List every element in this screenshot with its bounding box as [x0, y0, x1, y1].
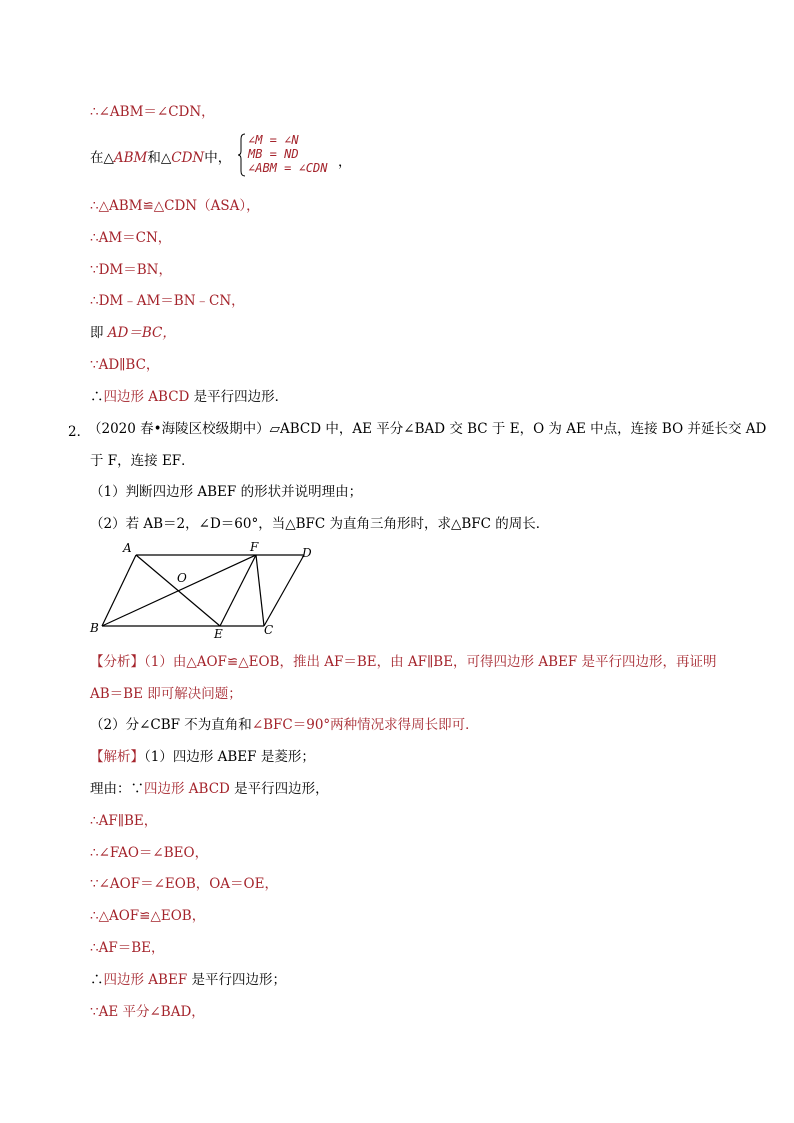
- segment-ab: [102, 555, 136, 626]
- equation-1: ∠M = ∠N: [248, 133, 299, 147]
- question-part-1: （1）判断四边形 ABEF 的形状并说明理由；: [90, 484, 363, 500]
- text: 即: [90, 325, 108, 341]
- question-cont-line: 于 F，连接 EF．: [90, 453, 195, 469]
- label-f: F: [250, 540, 259, 554]
- triangle-abm: ABM: [113, 150, 148, 166]
- text: （2）分∠CBF 不为直角和: [90, 717, 252, 733]
- text: 理由：∵: [90, 781, 144, 797]
- solution-line-4: ∴∠FAO＝∠BEO，: [90, 845, 209, 861]
- segment-dc: [264, 555, 304, 626]
- text-red: 四边形 ABCD: [144, 781, 230, 797]
- text: ∴: [90, 972, 104, 988]
- text: 和△: [147, 150, 172, 166]
- analysis-tag: 【分析】: [90, 654, 144, 670]
- text-red: ∠BFC＝90°两种情况求得周长即可．: [251, 717, 479, 733]
- proof-line-8: ∵AD∥BC，: [90, 357, 160, 373]
- text: 在△: [90, 150, 114, 166]
- solution-line-2: [90, 780, 329, 798]
- analysis-line-1: [90, 653, 717, 671]
- question-source-line: （2020 春•海陵区校级期中）▱ABCD 中，AE 平分∠BAD 交 BC 于 E，O 为 AE 中点，连接 BO 并延长交 AD: [88, 421, 767, 437]
- text-red: 四边形 ABCD: [103, 389, 190, 405]
- proof-line-7: [90, 324, 176, 342]
- proof-line-9: [90, 388, 288, 406]
- analysis-line-3: [90, 716, 479, 734]
- segment-bf: [102, 555, 256, 626]
- system-comma: ，: [338, 154, 352, 170]
- equation-system: [248, 133, 327, 175]
- solution-line-7: ∴AF＝BE，: [90, 940, 165, 956]
- proof-line-4: ∴AM＝CN，: [90, 230, 172, 246]
- proof-line-2: [90, 149, 231, 167]
- text: 是平行四边形．: [189, 389, 289, 405]
- text: （1）由△AOF≌△EOB，推出 AF＝BE，由 AF∥BE，可得四边形 ABEF 是平行四边形，再证明: [144, 654, 717, 670]
- triangle-cdn: CDN: [171, 150, 205, 166]
- proof-line-5: ∵DM＝BN，: [90, 262, 172, 278]
- solution-line-1: [90, 748, 315, 766]
- question-part-2: （2）若 AB＝2，∠D＝60°，当△BFC 为直角三角形时，求△BFC 的周长．: [90, 516, 550, 532]
- text: 是平行四边形；: [187, 972, 286, 988]
- solution-line-3: ∴AF∥BE，: [90, 813, 158, 829]
- text-red: AD＝BC，: [107, 325, 176, 341]
- label-a: A: [123, 541, 132, 555]
- text-red: 四边形 ABEF: [103, 972, 188, 988]
- equation-2: MB = ND: [248, 147, 299, 161]
- label-c: C: [264, 623, 274, 637]
- label-o: O: [177, 571, 187, 585]
- solution-line-8: [90, 971, 286, 989]
- proof-line-1: ∴∠ABM＝∠CDN，: [90, 104, 215, 120]
- question-number: 2．: [68, 424, 91, 440]
- segment-fc: [256, 555, 264, 626]
- text: （1）四边形 ABEF 是菱形；: [144, 749, 315, 765]
- equation-3: ∠ABM = ∠CDN: [248, 161, 328, 175]
- solution-line-6: ∴△AOF≌△EOB，: [90, 908, 206, 924]
- brace-symbol: [238, 133, 246, 177]
- label-e: E: [214, 627, 223, 641]
- label-d: D: [302, 546, 312, 560]
- analysis-line-2: AB＝BE 即可解决问题；: [90, 686, 242, 702]
- solution-line-9: ∵AE 平分∠BAD，: [90, 1004, 205, 1020]
- proof-line-6: ∴DM﹣AM＝BN﹣CN，: [90, 293, 245, 309]
- proof-line-3: ∴△ABM≌△CDN（ASA），: [90, 198, 260, 214]
- text: ∴: [90, 389, 104, 405]
- solution-line-5: ∵∠AOF＝∠EOB，OA＝OE，: [90, 876, 278, 892]
- text: 是平行四边形，: [229, 781, 329, 797]
- text: 中，: [204, 150, 232, 166]
- solution-tag: 【解析】: [90, 749, 144, 765]
- parallelogram-figure: [80, 535, 340, 645]
- segment-ef: [220, 555, 256, 626]
- label-b: B: [90, 621, 99, 635]
